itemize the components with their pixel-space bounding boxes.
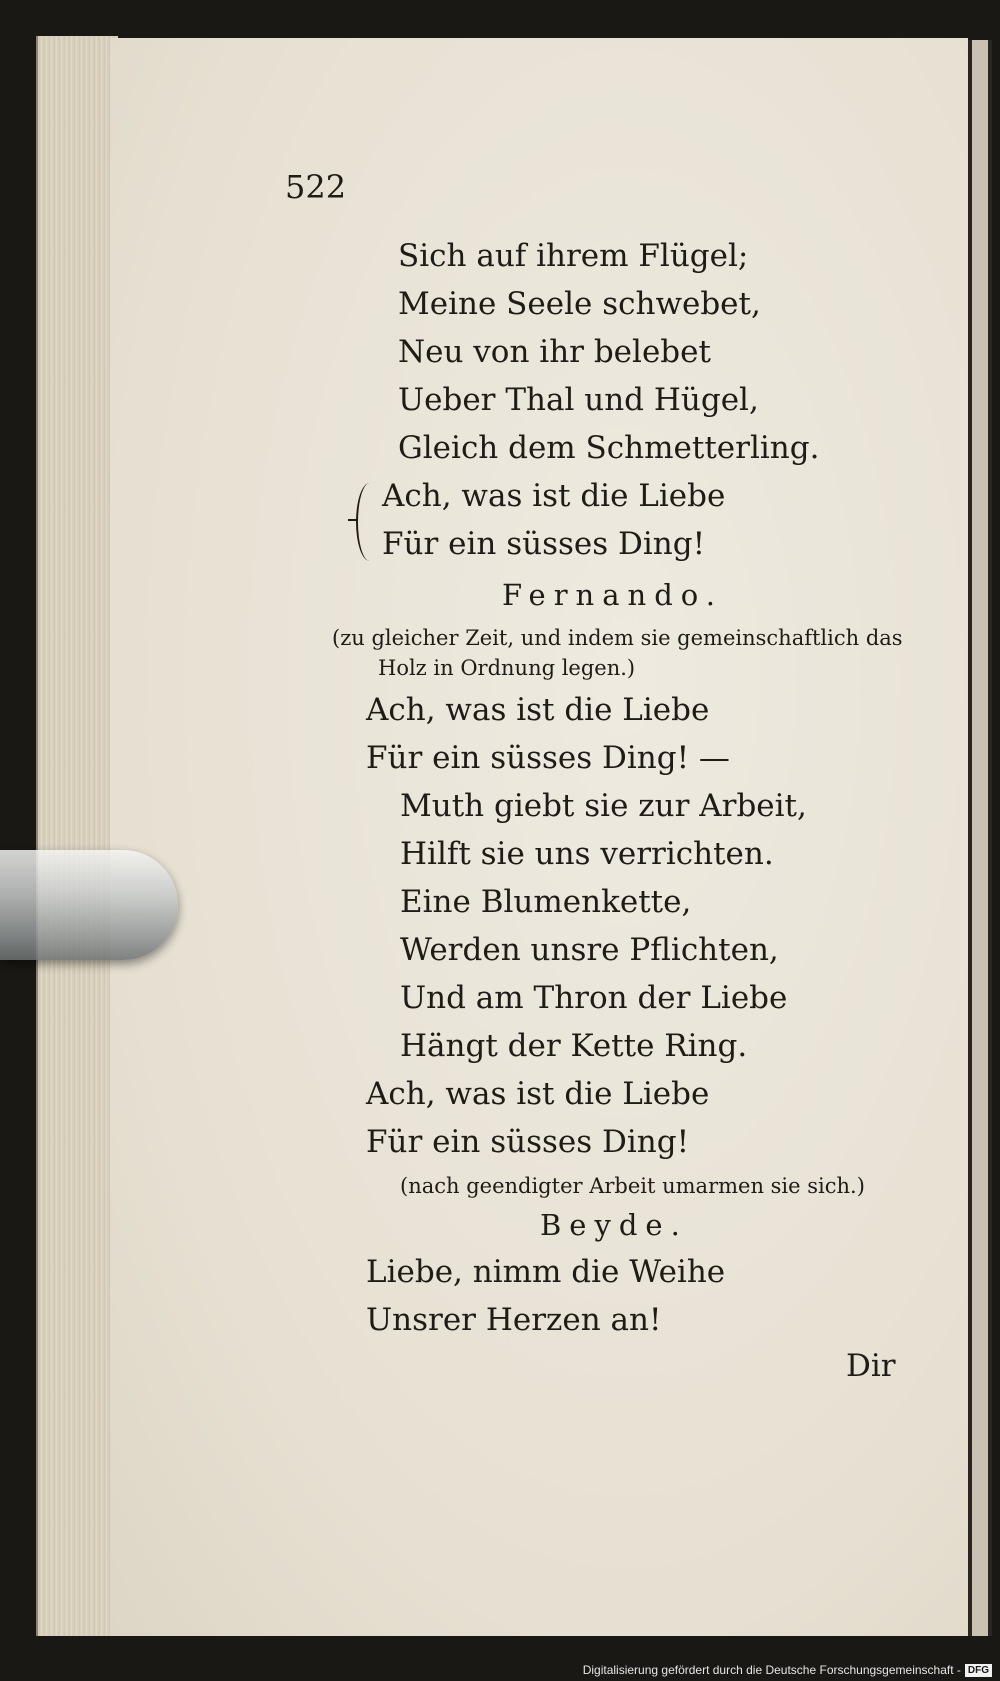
page-number: 522 — [285, 168, 347, 206]
verse-line: Ach, was ist die Liebe — [382, 478, 726, 514]
verse-line: Eine Blumenkette, — [400, 884, 692, 920]
verse-line: Unsrer Herzen an! — [366, 1302, 662, 1338]
stage-direction: Holz in Ordnung legen.) — [378, 656, 636, 680]
verse-line: Sich auf ihrem Flügel; — [398, 238, 749, 274]
verse-line: Muth giebt sie zur Arbeit, — [400, 788, 807, 824]
verse-line: Liebe, nimm die Weihe — [366, 1254, 726, 1290]
speaker-name: Fernando. — [502, 578, 723, 612]
verse-line: Hilft sie uns verrichten. — [400, 836, 774, 872]
verse-line: Ueber Thal und Hügel, — [398, 382, 759, 418]
verse-line: Hängt der Kette Ring. — [400, 1028, 748, 1064]
verse-line: Ach, was ist die Liebe — [366, 1076, 710, 1112]
verse-line: Für ein süsses Ding! — [366, 1124, 690, 1160]
stage-direction: (nach geendigter Arbeit umarmen sie sich.) — [400, 1174, 865, 1198]
verse-line: Meine Seele schwebet, — [398, 286, 761, 322]
verse-line: Ach, was ist die Liebe — [366, 692, 710, 728]
footer-attribution: Digitalisierung gefördert durch die Deutsche Forschungsgemeinschaft - — [582, 1663, 961, 1677]
verse-line: Für ein süsses Ding! — [382, 526, 706, 562]
facing-page-edge — [968, 40, 992, 1636]
dfg-logo: DFG — [965, 1664, 992, 1677]
page-clip — [0, 850, 178, 960]
stage-direction: (zu gleicher Zeit, und indem sie gemeinschaftlich das — [332, 626, 903, 650]
verse-line: Gleich dem Schmetterling. — [398, 430, 820, 466]
verse-line: Für ein süsses Ding! — — [366, 740, 730, 776]
catchword: Dir — [846, 1348, 896, 1384]
verse-line: Neu von ihr belebet — [398, 334, 711, 370]
speaker-name: Beyde. — [540, 1208, 688, 1242]
book-page-edges — [36, 36, 118, 1636]
verse-line: Und am Thron der Liebe — [400, 980, 788, 1016]
verse-line: Werden unsre Pflichten, — [400, 932, 779, 968]
digitization-footer — [583, 1663, 992, 1677]
